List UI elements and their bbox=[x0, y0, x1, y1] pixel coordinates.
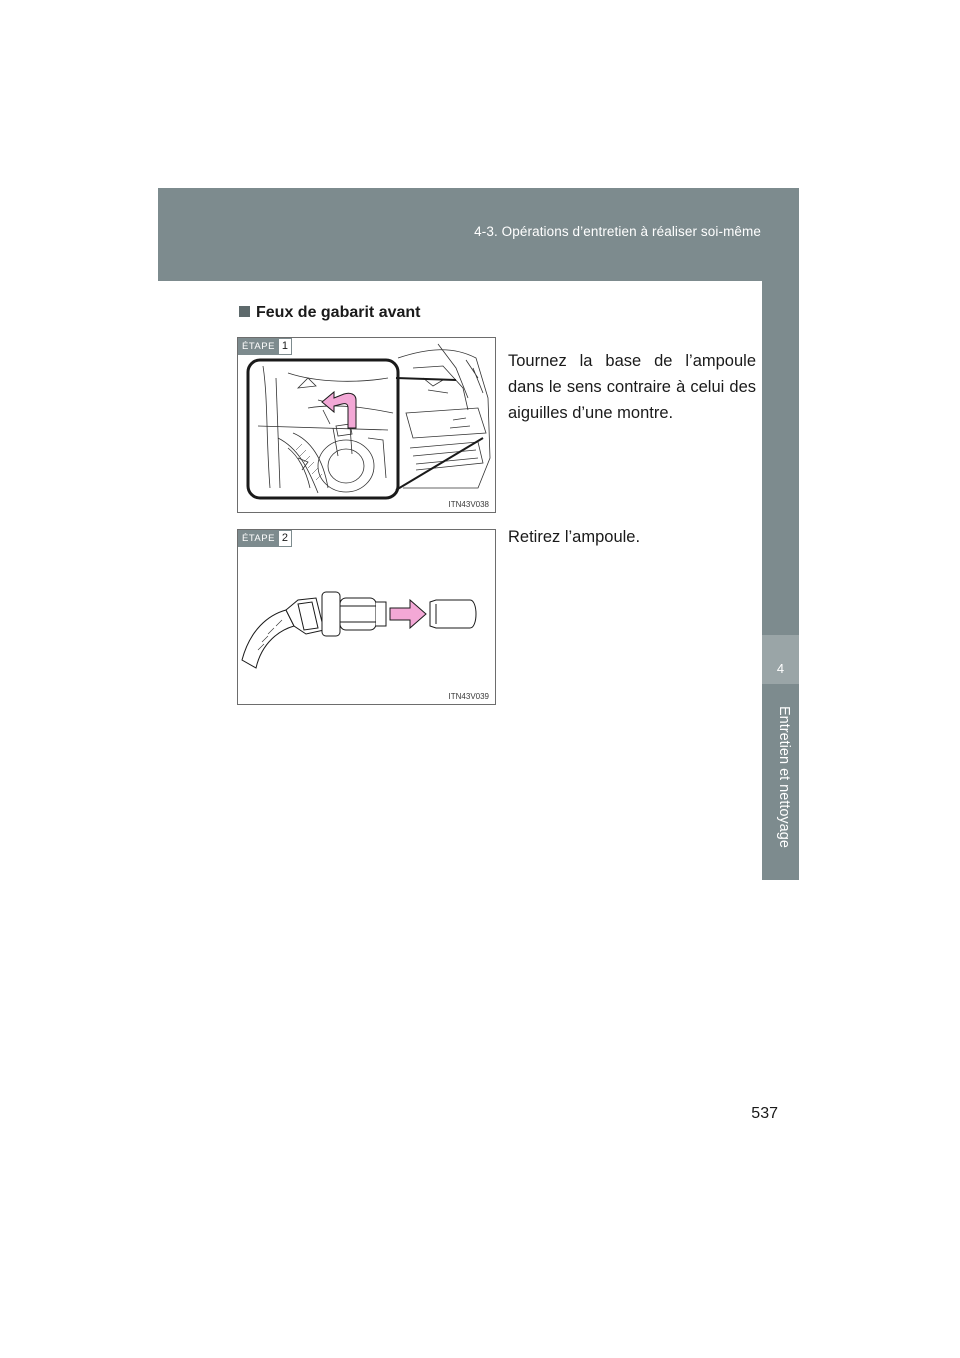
step-badge-label: ÉTAPE bbox=[238, 530, 279, 547]
step-badge-label: ÉTAPE bbox=[238, 338, 279, 355]
step-badge-number: 2 bbox=[279, 530, 292, 547]
step-1-text: Tournez la base de l’ampoule dans le sens contraire à celui des aiguilles d’une montre. bbox=[508, 352, 756, 422]
square-bullet-icon bbox=[239, 306, 250, 317]
chapter-tab bbox=[762, 281, 799, 880]
heading-text: Feux de gabarit avant bbox=[256, 304, 421, 321]
step-badge-2 bbox=[238, 530, 292, 547]
header-band bbox=[158, 188, 799, 281]
step-badge-number: 1 bbox=[279, 338, 292, 355]
figure-code: ITN43V039 bbox=[448, 692, 489, 701]
figure-code: ITN43V038 bbox=[448, 500, 489, 509]
section-title: 4-3. Opérations d’entretien à réaliser soi-même bbox=[474, 224, 761, 239]
figure-step-2 bbox=[237, 529, 496, 705]
right-arrow-icon bbox=[390, 600, 426, 628]
step-2-text: Retirez l’ampoule. bbox=[508, 528, 641, 546]
figure-step-1 bbox=[237, 337, 496, 513]
section-heading bbox=[239, 304, 421, 322]
chapter-label: Entretien et nettoyage bbox=[776, 706, 792, 848]
page-number: 537 bbox=[751, 1105, 778, 1122]
bulb-removal-illustration bbox=[238, 530, 495, 704]
headlight-socket-illustration bbox=[238, 338, 495, 512]
chapter-number: 4 bbox=[776, 661, 785, 676]
chapter-number-box bbox=[762, 635, 799, 684]
step-badge-1 bbox=[238, 338, 292, 355]
